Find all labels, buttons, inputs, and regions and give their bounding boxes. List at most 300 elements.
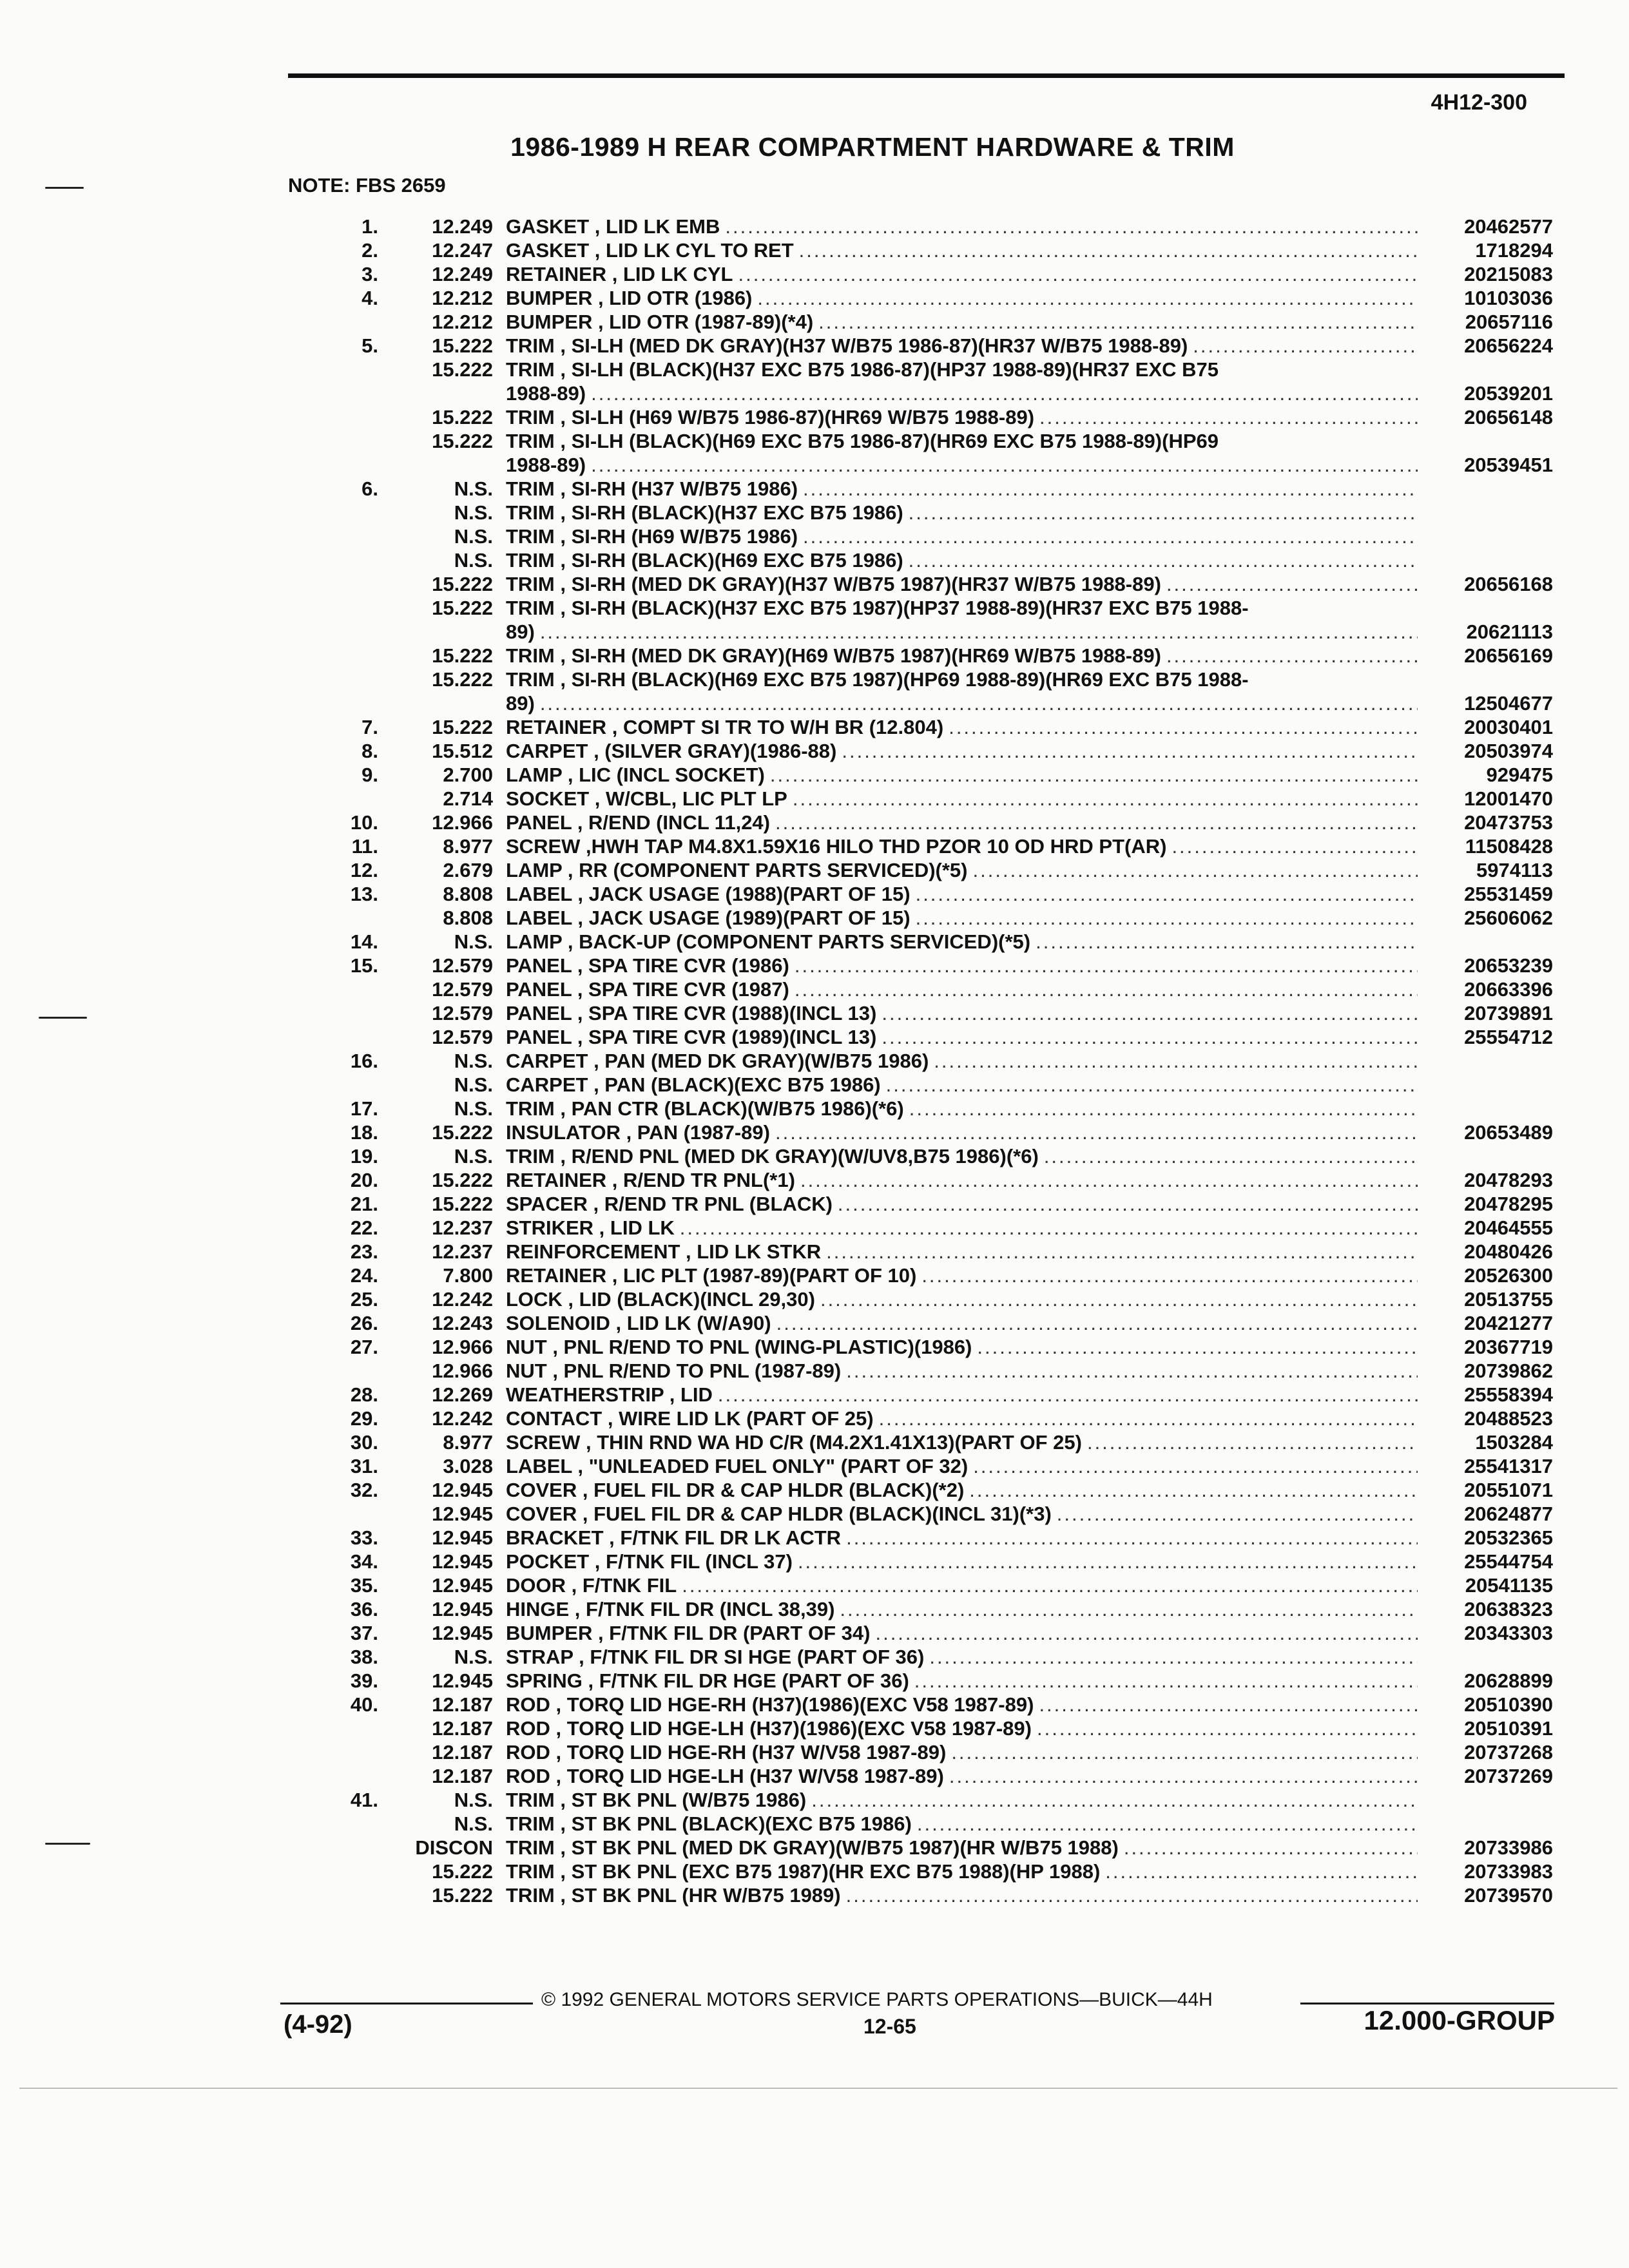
dot-leader: [1032, 1716, 1418, 1740]
dot-leader: [798, 524, 1418, 548]
parts-row: [284, 763, 1553, 787]
ref-number: 25.: [350, 1288, 378, 1311]
part-number: 20656224: [1464, 334, 1553, 357]
description-text: TRIM , SI-LH (BLACK)(H69 EXC B75 1986-87)(HR69 EXC B75 1988-89)(HP69: [506, 430, 1219, 452]
parts-row: [284, 1120, 1553, 1144]
description: [506, 1621, 1418, 1645]
group-number: 15.222: [432, 430, 493, 452]
dot-leader: [904, 1097, 1418, 1120]
dot-leader: [1039, 1144, 1418, 1168]
ref-number: 32.: [350, 1479, 378, 1501]
part-number: 12504677: [1464, 692, 1553, 715]
description: [506, 882, 1418, 906]
group-number: 15.222: [432, 334, 493, 357]
parts-row: [284, 1192, 1553, 1216]
ref-number: 10.: [350, 811, 378, 834]
description-text: SCREW ,HWH TAP M4.8X1.59X16 HILO THD PZOR 10 OD HRD PT(AR): [506, 835, 1167, 858]
group-number: N.S.: [454, 525, 493, 548]
ref-number: 22.: [350, 1216, 378, 1239]
description: [506, 1883, 1418, 1907]
part-number: 20638323: [1464, 1598, 1553, 1620]
parts-row: [284, 1430, 1553, 1454]
description-text: TRIM , ST BK PNL (BLACK)(EXC B75 1986): [506, 1812, 912, 1835]
ref-number: 2.: [361, 239, 378, 262]
ref-number: 28.: [350, 1383, 378, 1406]
description-text: ROD , TORQ LID HGE-RH (H37)(1986)(EXC V58 1987-89): [506, 1693, 1034, 1716]
ref-number: 37.: [350, 1622, 378, 1644]
description-text: PANEL , SPA TIRE CVR (1987): [506, 978, 789, 1001]
description: [506, 1860, 1418, 1883]
description: [506, 1478, 1418, 1502]
ref-number: 9.: [361, 764, 378, 786]
parts-row: [284, 1454, 1553, 1478]
parts-row: [284, 1311, 1553, 1335]
description-text: LABEL , JACK USAGE (1988)(PART OF 15): [506, 883, 911, 905]
description: [506, 286, 1418, 310]
part-number: 20656169: [1464, 644, 1553, 667]
ref-number: 23.: [350, 1240, 378, 1263]
part-number: 20653489: [1464, 1121, 1553, 1144]
parts-row: [284, 334, 1553, 358]
description: [506, 1788, 1418, 1812]
group-number: 15.222: [432, 1884, 493, 1907]
group-number: 12.242: [432, 1407, 493, 1430]
part-number: 25606062: [1464, 907, 1553, 929]
description-text: SCREW , THIN RND WA HD C/R (M4.2X1.41X13)(PART OF 25): [506, 1431, 1082, 1454]
part-number: 20621113: [1466, 620, 1553, 643]
ref-number: 34.: [350, 1550, 378, 1573]
group-number: 12.237: [432, 1216, 493, 1239]
description: [506, 739, 1418, 763]
parts-row: [284, 1836, 1553, 1860]
dot-leader: [870, 1621, 1418, 1645]
dot-leader: [789, 954, 1418, 977]
ref-number: 38.: [350, 1646, 378, 1668]
description-text: ROD , TORQ LID HGE-LH (H37 W/V58 1987-89): [506, 1765, 944, 1787]
description: [506, 691, 1418, 715]
ref-number: 8.: [361, 740, 378, 762]
dot-leader: [675, 1216, 1418, 1240]
group-number: 12.945: [432, 1622, 493, 1644]
description-text: TRIM , SI-RH (BLACK)(H69 EXC B75 1986): [506, 549, 903, 572]
description-text: TRIM , SI-LH (MED DK GRAY)(H37 W/B75 1986-87)(HR37 W/B75 1988-89): [506, 334, 1188, 357]
dot-leader: [1249, 596, 1418, 620]
description-text: CONTACT , WIRE LID LK (PART OF 25): [506, 1407, 874, 1430]
ref-number: 20.: [350, 1169, 378, 1191]
description-text: LAMP , RR (COMPONENT PARTS SERVICED)(*5): [506, 859, 968, 881]
dot-leader: [911, 906, 1418, 930]
group-number: 12.579: [432, 954, 493, 977]
parts-row: [284, 954, 1553, 977]
dot-leader: [916, 1264, 1418, 1287]
description-text: SOLENOID , LID LK (W/A90): [506, 1312, 771, 1334]
group-number: 8.808: [443, 907, 493, 929]
ref-number: 15.: [350, 954, 378, 977]
description: [506, 1669, 1418, 1693]
group-number: 15.222: [432, 1121, 493, 1144]
dot-leader: [813, 310, 1418, 334]
description-text: NUT , PNL R/END TO PNL (WING-PLASTIC)(1986): [506, 1336, 972, 1358]
parts-row: [284, 1764, 1553, 1788]
description-text: REINFORCEMENT , LID LK STKR: [506, 1240, 822, 1263]
parts-row: [284, 1383, 1553, 1407]
ref-number: 6.: [361, 477, 378, 500]
part-number: 20503974: [1464, 740, 1553, 762]
description-text: NUT , PNL R/END TO PNL (1987-89): [506, 1360, 842, 1382]
parts-row: [284, 1740, 1553, 1764]
part-number: 20737269: [1464, 1765, 1553, 1787]
description: [506, 1216, 1418, 1240]
ref-number: 1.: [361, 215, 378, 238]
description-text: SOCKET , W/CBL, LIC PLT LP: [506, 787, 787, 810]
dot-leader: [765, 763, 1418, 787]
description: [506, 644, 1418, 668]
dot-leader: [1082, 1430, 1418, 1454]
group-number: 12.242: [432, 1288, 493, 1311]
dot-leader: [535, 691, 1418, 715]
group-number: 12.966: [432, 1360, 493, 1382]
scan-mark: [39, 1017, 87, 1019]
dot-leader: [713, 1383, 1418, 1407]
ref-number: 24.: [350, 1264, 378, 1287]
group-number: 15.222: [432, 358, 493, 381]
description: [506, 834, 1418, 858]
parts-row: [284, 262, 1553, 286]
group-number: 12.945: [432, 1669, 493, 1692]
description-text: 89): [506, 692, 535, 715]
parts-row: [284, 1812, 1553, 1836]
ref-number: 36.: [350, 1598, 378, 1620]
part-number: 20478293: [1464, 1169, 1553, 1191]
page-title: 1986-1989 H REAR COMPARTMENT HARDWARE & TRIM: [510, 132, 1235, 162]
part-number: 11508428: [1465, 835, 1553, 858]
description: [506, 1502, 1418, 1526]
ref-number: 27.: [350, 1336, 378, 1358]
description-text: TRIM , SI-RH (BLACK)(H37 EXC B75 1986): [506, 501, 903, 524]
description: [506, 548, 1418, 572]
part-number: 25554712: [1464, 1026, 1553, 1048]
description: [506, 1192, 1418, 1216]
ref-number: 26.: [350, 1312, 378, 1334]
description: [506, 1311, 1418, 1335]
description: [506, 1716, 1418, 1740]
part-number: 20739570: [1464, 1884, 1553, 1907]
part-number: 20539201: [1464, 382, 1553, 405]
dot-leader: [968, 858, 1418, 882]
parts-row: [284, 930, 1553, 954]
description: [506, 334, 1418, 358]
dot-leader: [968, 1454, 1418, 1478]
group-number: 12.945: [432, 1503, 493, 1525]
part-number: 20628899: [1464, 1669, 1553, 1692]
parts-row: [284, 1144, 1553, 1168]
group-number: 15.222: [432, 1169, 493, 1191]
part-number: 929475: [1486, 764, 1553, 786]
part-number: 20473753: [1464, 811, 1553, 834]
parts-row: [284, 1883, 1553, 1907]
description: [506, 596, 1418, 620]
parts-row: [284, 1335, 1553, 1359]
group-number: 15.222: [432, 644, 493, 667]
parts-row: [284, 644, 1553, 668]
parts-row: [284, 429, 1553, 453]
description-text: PANEL , R/END (INCL 11,24): [506, 811, 770, 834]
description-text: BRACKET , F/TNK FIL DR LK ACTR: [506, 1526, 842, 1549]
description-text: CARPET , PAN (BLACK)(EXC B75 1986): [506, 1073, 881, 1096]
parts-row: [284, 1049, 1553, 1073]
dot-leader: [1219, 358, 1418, 381]
dot-leader: [770, 811, 1418, 834]
part-number: 20480426: [1464, 1240, 1553, 1263]
group-number: 12.945: [432, 1574, 493, 1597]
part-number: 20478295: [1464, 1193, 1553, 1215]
parts-row: [284, 834, 1553, 858]
part-number: 20656148: [1464, 406, 1553, 428]
parts-row: [284, 310, 1553, 334]
dot-leader: [1034, 405, 1418, 429]
part-number: 1503284: [1475, 1431, 1553, 1454]
ref-number: 39.: [350, 1669, 378, 1692]
group-number: 7.800: [443, 1264, 493, 1287]
footer-rule-right: [1300, 2003, 1554, 2004]
dot-leader: [943, 715, 1418, 739]
group-number: 2.700: [443, 764, 493, 786]
parts-row: [284, 1407, 1553, 1430]
description: [506, 858, 1418, 882]
part-number: 20464555: [1464, 1216, 1553, 1239]
description: [506, 1097, 1418, 1120]
part-number: 20739891: [1464, 1002, 1553, 1024]
ref-number: 4.: [361, 287, 378, 309]
description-text: GASKET , LID LK EMB: [506, 215, 720, 238]
parts-row: [284, 1359, 1553, 1383]
parts-row: [284, 739, 1553, 763]
ref-number: 14.: [350, 930, 378, 953]
dot-leader: [903, 501, 1418, 524]
ref-number: 29.: [350, 1407, 378, 1430]
parts-row: [284, 501, 1553, 524]
dot-leader: [912, 1812, 1418, 1836]
group-number: 15.222: [432, 406, 493, 428]
description-text: PANEL , SPA TIRE CVR (1988)(INCL 13): [506, 1002, 877, 1024]
part-number: 20462577: [1464, 215, 1553, 238]
ref-number: 7.: [361, 716, 378, 738]
parts-row: [284, 286, 1553, 310]
dot-leader: [586, 453, 1418, 477]
dot-leader: [1030, 930, 1418, 954]
part-number: 20733986: [1464, 1836, 1553, 1859]
dot-leader: [1219, 429, 1418, 453]
parts-row: [284, 787, 1553, 811]
description: [506, 811, 1418, 834]
parts-row: [284, 1788, 1553, 1812]
part-number: 20343303: [1464, 1622, 1553, 1644]
description-text: TRIM , ST BK PNL (W/B75 1986): [506, 1789, 807, 1811]
dot-leader: [972, 1335, 1418, 1359]
description: [506, 381, 1418, 405]
ref-number: 18.: [350, 1121, 378, 1144]
group-number: N.S.: [454, 549, 493, 572]
description-text: LABEL , JACK USAGE (1989)(PART OF 15): [506, 907, 911, 929]
group-number: N.S.: [454, 477, 493, 500]
dot-leader: [787, 787, 1418, 811]
dot-leader: [793, 1550, 1418, 1573]
group-number: 15.222: [432, 573, 493, 595]
description-text: BUMPER , F/TNK FIL DR (PART OF 34): [506, 1622, 871, 1644]
description: [506, 238, 1418, 262]
footer-date: (4-92): [284, 2010, 352, 2039]
description: [506, 1526, 1418, 1550]
dot-leader: [677, 1573, 1418, 1597]
description: [506, 1264, 1418, 1287]
parts-row: [284, 238, 1553, 262]
description-text: RETAINER , R/END TR PNL(*1): [506, 1169, 795, 1191]
group-number: N.S.: [454, 1097, 493, 1120]
page-code: 4H12-300: [1431, 90, 1527, 115]
group-number: 12.249: [432, 215, 493, 238]
description: [506, 453, 1418, 477]
parts-row: [284, 358, 1553, 381]
ref-number: 35.: [350, 1574, 378, 1597]
description: [506, 429, 1418, 453]
description-text: ROD , TORQ LID HGE-LH (H37)(1986)(EXC V58 1987-89): [506, 1717, 1032, 1740]
description-text: SPRING , F/TNK FIL DR HGE (PART OF 36): [506, 1669, 909, 1692]
part-number: 20510390: [1464, 1693, 1553, 1716]
description: [506, 1407, 1418, 1430]
ref-number: 16.: [350, 1050, 378, 1072]
description: [506, 1693, 1418, 1716]
parts-row: [284, 405, 1553, 429]
group-number: N.S.: [454, 1646, 493, 1668]
group-number: 15.222: [432, 1193, 493, 1215]
group-number: N.S.: [454, 1789, 493, 1811]
scan-mark: [45, 187, 84, 189]
description-text: TRIM , SI-RH (MED DK GRAY)(H37 W/B75 1987)(HR37 W/B75 1988-89): [506, 573, 1161, 595]
description: [506, 1836, 1418, 1860]
description-text: LOCK , LID (BLACK)(INCL 29,30): [506, 1288, 815, 1311]
parts-row: [284, 1168, 1553, 1192]
description: [506, 1168, 1418, 1192]
description: [506, 1573, 1418, 1597]
group-number: 8.808: [443, 883, 493, 905]
parts-row: [284, 1716, 1553, 1740]
description-text: RETAINER , LID LK CYL: [506, 263, 733, 285]
dot-leader: [1119, 1836, 1418, 1860]
description-text: TRIM , R/END PNL (MED DK GRAY)(W/UV8,B75 1986)(*6): [506, 1145, 1039, 1168]
parts-row: [284, 596, 1553, 620]
description: [506, 763, 1418, 787]
description: [506, 1740, 1418, 1764]
parts-row: [284, 1478, 1553, 1502]
dot-leader: [1052, 1502, 1418, 1526]
dot-leader: [841, 1526, 1418, 1550]
description-text: 89): [506, 620, 535, 643]
parts-row: [284, 1526, 1553, 1550]
group-number: 12.579: [432, 1026, 493, 1048]
group-number: 12.269: [432, 1383, 493, 1406]
group-number: 8.977: [443, 835, 493, 858]
group-number: N.S.: [454, 1145, 493, 1168]
part-number: 20488523: [1464, 1407, 1553, 1430]
part-number: 20541135: [1465, 1574, 1553, 1597]
description: [506, 930, 1418, 954]
description-text: LAMP , LIC (INCL SOCKET): [506, 764, 765, 786]
description-text: TRIM , SI-RH (H37 W/B75 1986): [506, 477, 798, 500]
description-text: TRIM , SI-RH (BLACK)(H69 EXC B75 1987)(HP69 1988-89)(HR69 EXC B75 1988-: [506, 668, 1249, 691]
ref-number: 33.: [350, 1526, 378, 1549]
description-text: POCKET , F/TNK FIL (INCL 37): [506, 1550, 793, 1573]
group-number: 12.945: [432, 1526, 493, 1549]
description: [506, 310, 1418, 334]
description: [506, 1383, 1418, 1407]
description-text: ROD , TORQ LID HGE-RH (H37 W/V58 1987-89): [506, 1741, 947, 1763]
description-text: COVER , FUEL FIL DR & CAP HLDR (BLACK)(*2): [506, 1479, 965, 1501]
scan-mark: [45, 1843, 90, 1845]
description: [506, 1454, 1418, 1478]
parts-row: [284, 811, 1553, 834]
description-text: TRIM , SI-RH (MED DK GRAY)(H69 W/B75 1987)(HR69 W/B75 1988-89): [506, 644, 1161, 667]
description-text: LABEL , "UNLEADED FUEL ONLY" (PART OF 32): [506, 1455, 969, 1477]
group-number: 2.679: [443, 859, 493, 881]
dot-leader: [535, 620, 1418, 644]
parts-row: [284, 1001, 1553, 1025]
ref-number: 3.: [361, 263, 378, 285]
dot-leader: [841, 1359, 1418, 1383]
dot-leader: [836, 739, 1418, 763]
group-number: 12.187: [432, 1741, 493, 1763]
parts-row: [284, 1216, 1553, 1240]
group-number: 3.028: [443, 1455, 493, 1477]
dot-leader: [903, 548, 1418, 572]
note-text: NOTE: FBS 2659: [288, 174, 446, 197]
description-text: CARPET , PAN (MED DK GRAY)(W/B75 1986): [506, 1050, 929, 1072]
group-number: N.S.: [454, 1050, 493, 1072]
ref-number: 41.: [350, 1789, 378, 1811]
description: [506, 1430, 1418, 1454]
description-text: GASKET , LID LK CYL TO RET: [506, 239, 794, 262]
ref-number: 17.: [350, 1097, 378, 1120]
dot-leader: [944, 1764, 1418, 1788]
group-number: 15.512: [432, 740, 493, 762]
part-number: 20526300: [1464, 1264, 1553, 1287]
dot-leader: [789, 977, 1418, 1001]
dot-leader: [586, 381, 1418, 405]
dot-leader: [1166, 834, 1418, 858]
description: [506, 1335, 1418, 1359]
dot-leader: [1249, 668, 1418, 691]
description-text: LAMP , BACK-UP (COMPONENT PARTS SERVICED)(*5): [506, 930, 1031, 953]
group-number: 15.222: [432, 716, 493, 738]
description: [506, 1550, 1418, 1573]
part-number: 1718294: [1475, 239, 1553, 262]
group-number: 12.237: [432, 1240, 493, 1263]
description: [506, 405, 1418, 429]
parts-row: [284, 381, 1553, 405]
dot-leader: [881, 1073, 1418, 1097]
parts-row: [284, 548, 1553, 572]
part-number: 20739862: [1464, 1360, 1553, 1382]
description-text: TRIM , ST BK PNL (MED DK GRAY)(W/B75 1987)(HR W/B75 1988): [506, 1836, 1119, 1859]
group-number: N.S.: [454, 501, 493, 524]
parts-row: [284, 1025, 1553, 1049]
description: [506, 1287, 1418, 1311]
parts-row: [284, 882, 1553, 906]
description-text: BUMPER , LID OTR (1987-89)(*4): [506, 311, 814, 333]
part-number: 25558394: [1464, 1383, 1553, 1406]
description: [506, 358, 1418, 381]
part-number: 20513755: [1464, 1288, 1553, 1311]
dot-leader: [929, 1049, 1418, 1073]
